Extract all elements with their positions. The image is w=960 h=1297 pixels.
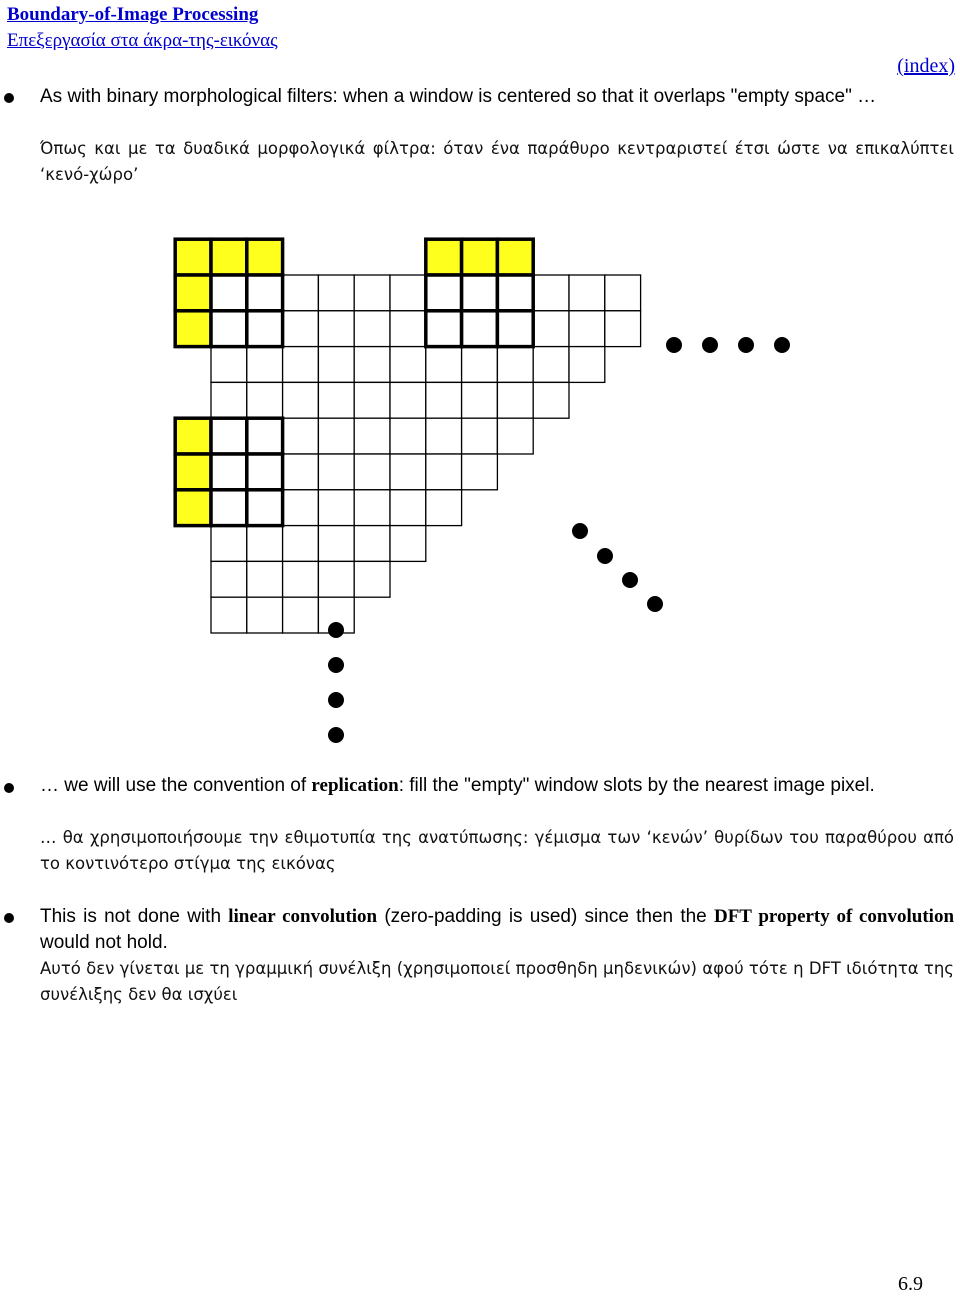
image-pixel-cell: [497, 347, 533, 383]
image-pixel-cell: [211, 597, 247, 633]
image-pixel-cell: [462, 382, 498, 418]
ellipsis-dot: [774, 337, 790, 353]
image-pixel-cell: [247, 382, 283, 418]
image-pixel-cell: [462, 454, 498, 490]
image-pixel-cell: [283, 275, 319, 311]
bullet-2-greek: … θα χρησιμοποιήσουμε την εθιμοτυπία της ανατύπωσης: γέμισμα των ‘κενών’ θυρίδων του παραθύρου από το κοντινότερο στίγμα της εικόνας: [40, 828, 954, 873]
image-pixel-cell: [533, 275, 569, 311]
image-pixel-cell: [211, 382, 247, 418]
image-pixel-cell: [283, 454, 319, 490]
image-pixel-cell: [426, 454, 462, 490]
image-pixel-cell: [283, 311, 319, 347]
window-cell-image: [497, 311, 533, 347]
window-cell-image: [247, 275, 283, 311]
ellipsis-dot: [738, 337, 754, 353]
image-pixel-cell: [533, 347, 569, 383]
image-pixel-cell: [426, 347, 462, 383]
window-cell-image: [497, 275, 533, 311]
ellipsis-dot: [328, 622, 344, 638]
image-pixel-cell: [247, 561, 283, 597]
image-pixel-cell: [318, 347, 354, 383]
bullet-2-english: [40, 773, 954, 799]
image-pixel-cell: [211, 526, 247, 562]
window-cell-image: [426, 275, 462, 311]
image-pixel-cell: [283, 347, 319, 383]
image-pixel-cell: [390, 347, 426, 383]
window-cell-image: [247, 454, 283, 490]
window-cell-empty-slot: [497, 239, 533, 275]
bullet-3-text-a: This is not done with: [40, 906, 229, 927]
image-pixel-cell: [354, 526, 390, 562]
image-pixel-cell: [283, 526, 319, 562]
image-pixel-cell: [390, 526, 426, 562]
image-pixel-cell: [426, 418, 462, 454]
window-cell-image: [211, 454, 247, 490]
image-pixel-cell: [390, 418, 426, 454]
image-pixel-cell: [605, 275, 641, 311]
image-pixel-cell: [283, 418, 319, 454]
image-pixel-cell: [318, 526, 354, 562]
ellipsis-dot: [647, 596, 663, 612]
window-cell-empty-slot: [462, 239, 498, 275]
window-cell-empty-slot: [247, 239, 283, 275]
image-pixel-cell: [354, 490, 390, 526]
bullet-2-marker: [4, 783, 14, 793]
image-pixel-cell: [390, 275, 426, 311]
window-cell-image: [211, 311, 247, 347]
image-pixel-cell: [318, 275, 354, 311]
bullet-1-greek: Όπως και με τα δυαδικά μορφολογικά φίλτρα: όταν ένα παράθυρο κεντραριστεί έτσι ώστε να επικαλύπτει ‘κενό-χώρο’: [40, 139, 954, 184]
image-pixel-cell: [354, 561, 390, 597]
window-cell-empty-slot: [175, 490, 211, 526]
bullet-3-text-c: would not hold.: [40, 932, 168, 953]
image-pixel-cell: [390, 311, 426, 347]
image-pixel-cell: [462, 347, 498, 383]
image-pixel-cell: [354, 454, 390, 490]
window-cell-image: [426, 311, 462, 347]
ellipsis-dot: [572, 523, 588, 539]
window-cell-image: [247, 311, 283, 347]
image-pixel-cell: [390, 382, 426, 418]
window-cell-empty-slot: [175, 454, 211, 490]
ellipsis-dot: [597, 548, 613, 564]
image-pixel-cell: [247, 526, 283, 562]
image-pixel-cell: [283, 561, 319, 597]
bullet-3-bold-linear-convolution: linear convolution: [228, 906, 378, 927]
bullet-3-marker: [4, 913, 14, 923]
image-pixel-cell: [318, 561, 354, 597]
window-cell-empty-slot: [175, 311, 211, 347]
image-pixel-cell: [569, 275, 605, 311]
image-pixel-cell: [533, 382, 569, 418]
image-pixel-cell: [318, 418, 354, 454]
window-cell-empty-slot: [175, 275, 211, 311]
image-pixel-cell: [497, 418, 533, 454]
image-pixel-cell: [354, 311, 390, 347]
ellipsis-dot: [328, 657, 344, 673]
boundary-replication-figure: [0, 200, 960, 760]
image-pixel-cell: [211, 347, 247, 383]
image-pixel-cell: [318, 382, 354, 418]
image-pixel-cell: [318, 454, 354, 490]
window-cell-image: [211, 490, 247, 526]
window-cell-image: [247, 490, 283, 526]
image-pixel-cell: [211, 561, 247, 597]
image-pixel-cell: [354, 382, 390, 418]
image-pixel-cell: [354, 347, 390, 383]
image-pixel-cell: [247, 597, 283, 633]
window-cell-image: [462, 275, 498, 311]
image-pixel-cell: [569, 311, 605, 347]
bullet-3-text-b: (zero-padding is used) since then the: [377, 906, 714, 927]
ellipsis-dot: [328, 727, 344, 743]
window-cell-empty-slot: [426, 239, 462, 275]
image-pixel-cell: [605, 311, 641, 347]
ellipsis-dot: [666, 337, 682, 353]
window-cell-image: [211, 275, 247, 311]
image-pixel-cell: [283, 490, 319, 526]
image-pixel-cell: [462, 418, 498, 454]
window-cell-empty-slot: [175, 418, 211, 454]
window-cell-image: [462, 311, 498, 347]
image-pixel-cell: [318, 490, 354, 526]
page-number: 6.9: [898, 1273, 923, 1295]
bullet-3-bold-dft-property: DFT property of convolution: [713, 906, 955, 927]
image-pixel-cell: [426, 382, 462, 418]
image-pixel-cell: [283, 382, 319, 418]
window-cell-empty-slot: [175, 239, 211, 275]
image-pixel-cell: [390, 454, 426, 490]
image-pixel-cell: [426, 490, 462, 526]
index-link[interactable]: (index): [897, 55, 955, 77]
image-pixel-cell: [497, 382, 533, 418]
bullet-1-marker: [4, 93, 14, 103]
bullet-1-english: As with binary morphological filters: when a window is centered so that it overlaps "empty space" …: [40, 86, 877, 107]
window-cell-image: [211, 418, 247, 454]
window-cell-empty-slot: [211, 239, 247, 275]
image-pixel-cell: [354, 275, 390, 311]
bullet-2-text-b: : fill the "empty" window slots by the nearest image pixel.: [398, 775, 875, 796]
ellipsis-dot: [702, 337, 718, 353]
window-cell-image: [247, 418, 283, 454]
bullet-2-text-a: … we will use the convention of: [40, 775, 312, 796]
bullet-3-english: [40, 904, 954, 956]
image-pixel-cell: [354, 418, 390, 454]
title-english: Boundary-of-Image Processing: [7, 4, 259, 25]
ellipsis-dot: [622, 572, 638, 588]
image-pixel-cell: [283, 597, 319, 633]
image-pixel-cell: [247, 347, 283, 383]
image-pixel-cell: [390, 490, 426, 526]
image-pixel-cell: [533, 311, 569, 347]
bullet-3-greek: Αυτό δεν γίνεται με τη γραμμική συνέλιξη (χρησιμοποιεί προσθηδη μηδενικών) αφού τότε η DFT ιδιότητα της συνέλιξης δεν θα ισχύει: [40, 959, 954, 1004]
image-pixel-cell: [569, 347, 605, 383]
bullet-2-bold-replication: replication: [311, 775, 399, 796]
image-pixel-cell: [318, 311, 354, 347]
ellipsis-dot: [328, 692, 344, 708]
title-greek: Επεξεργασία στα άκρα-της-εικόνας: [7, 30, 278, 51]
